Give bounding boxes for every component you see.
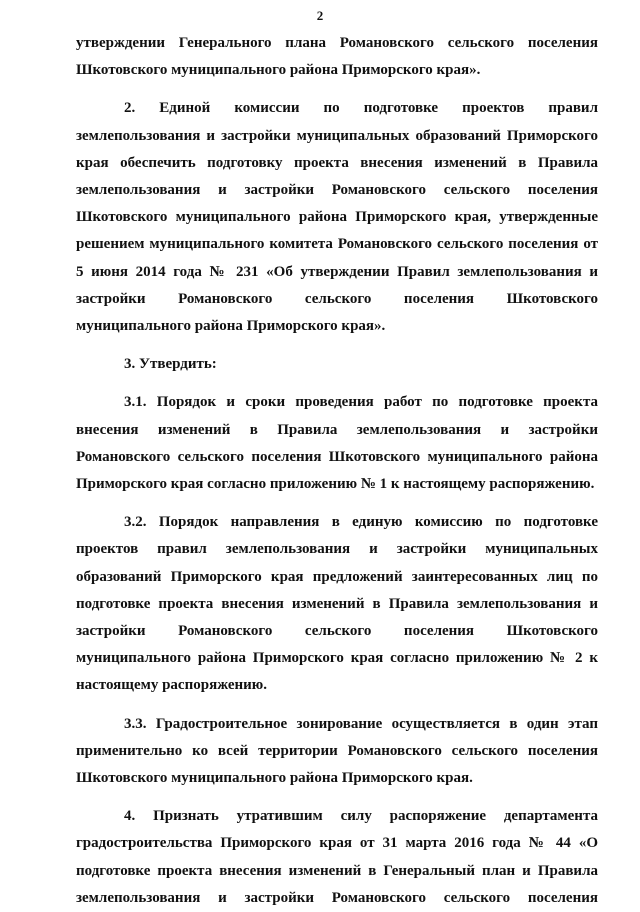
paragraph-item-3: 3. Утвердить:	[124, 356, 217, 373]
paragraph-item-3-3: 3.3. Градостроительное зонирование осуществляется в один этап применительно ко всей территории Романовского сельского поселения Шкотовского муниципального района Приморского края.	[76, 715, 598, 787]
page-number: 2	[316, 8, 324, 23]
paragraph-item-4: 4. Признать утратившим силу распоряжение департамента градостроительства Приморского края от 31 марта 2016 года № 44 «О подготовке проекта внесения изменений в Генеральный план и Правила землепользования и застройки Романовского сельского поселения	[76, 808, 598, 906]
paragraph-item-2: 2. Единой комиссии по подготовке проектов правил землепользования и застройки муниципальных образований Приморского края обеспечить подготовку проекта внесения изменений в Правила землепользования и застройки Романовского сельского поселения Шкотовского муниципального района Приморского края, утвержденные решением муниципального комитета Романовского сельского поселения от 5 июня 2014 года № 231 «Об утверждении Правил землепользования и застройки Романовского сельского поселения Шкотовского муниципального района Приморского края».	[76, 100, 598, 335]
document-body	[76, 30, 598, 912]
paragraph-continuation: утверждении Генерального плана Романовского сельского поселения Шкотовского муниципального района Приморского края».	[76, 35, 598, 79]
paragraph-item-3-2: 3.2. Порядок направления в единую комиссию по подготовке проектов правил землепользования и застройки муниципальных образований Приморского края предложений заинтересованных лиц по подготовке проекта внесения изменений в Правила землепользования и застройки Романовского сельского поселения Шкотовского муниципального района Приморского края согласно приложению № 2 к настоящему распоряжению.	[76, 514, 598, 694]
paragraph-item-3-1: 3.1. Порядок и сроки проведения работ по подготовке проекта внесения изменений в Правила землепользования и застройки Романовского сельского поселения Шкотовского муниципального района Приморского края согласно приложению № 1 к настоящему распоряжению.	[76, 394, 598, 493]
